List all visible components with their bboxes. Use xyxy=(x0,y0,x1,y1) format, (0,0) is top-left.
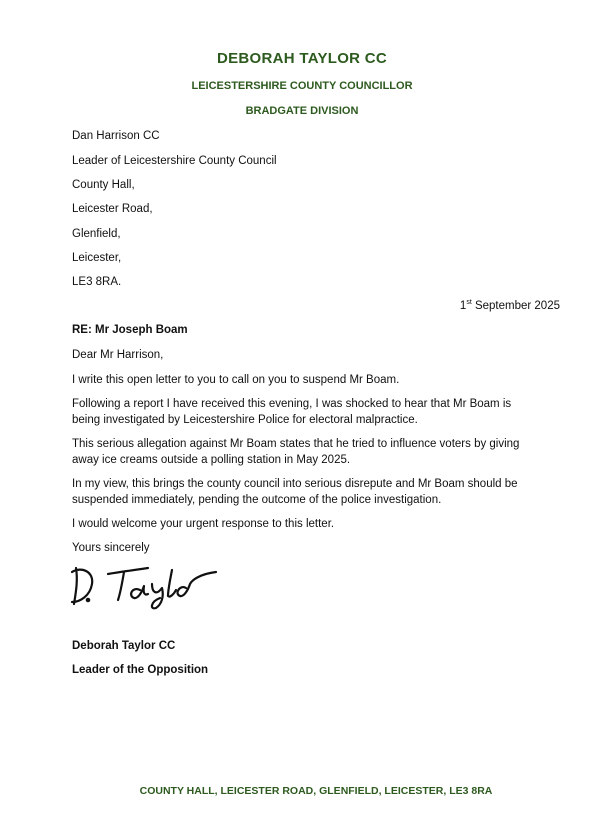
body-paragraph: This serious allegation against Mr Boam states that he tried to influence voters by giving away ice creams outside a polling station in May 2025. xyxy=(72,438,520,466)
recipient-line: Leicester, xyxy=(72,252,122,264)
recipient-line: County Hall, xyxy=(72,179,135,191)
letter-date xyxy=(460,298,560,314)
letterhead-division: BRADGATE DIVISION xyxy=(245,105,359,117)
letterhead-role: LEICESTERSHIRE COUNTY COUNCILLOR xyxy=(191,80,413,92)
date-day: 1 xyxy=(459,300,467,312)
salutation: Dear Mr Harrison, xyxy=(72,349,164,361)
recipient-line: Dan Harrison CC xyxy=(72,130,160,142)
signature xyxy=(68,560,228,610)
signatory-name: Deborah Taylor CC xyxy=(72,640,176,652)
signatory-title: Leader of the Opposition xyxy=(72,664,209,676)
body-paragraph: Following a report I have received this evening, I was shocked to hear that Mr Boam is being investigated by Leicestershire Police for electoral malpractice. xyxy=(72,398,512,426)
body-paragraph: I would welcome your urgent response to this letter. xyxy=(72,518,335,530)
recipient-line: LE3 8RA. xyxy=(72,276,122,288)
subject-line: RE: Mr Joseph Boam xyxy=(72,324,188,336)
date-suffix: st xyxy=(466,299,472,307)
footer-address: COUNTY HALL, LEICESTER ROAD, GLENFIELD, LEICESTER, LE3 8RA xyxy=(139,785,493,797)
date-rest: September 2025 xyxy=(471,300,560,312)
recipient-line: Glenfield, xyxy=(72,228,121,240)
recipient-line: Leader of Leicestershire County Council xyxy=(72,155,277,167)
body-paragraph: In my view, this brings the county council into serious disrepute and Mr Boam should be suspended immediately, pending the outcome of the police investigation. xyxy=(72,478,518,506)
body-paragraph: I write this open letter to you to call on you to suspend Mr Boam. xyxy=(72,374,400,386)
letterhead-name: DEBORAH TAYLOR CC xyxy=(216,50,388,67)
closing: Yours sincerely xyxy=(72,542,150,554)
recipient-line: Leicester Road, xyxy=(72,203,153,215)
